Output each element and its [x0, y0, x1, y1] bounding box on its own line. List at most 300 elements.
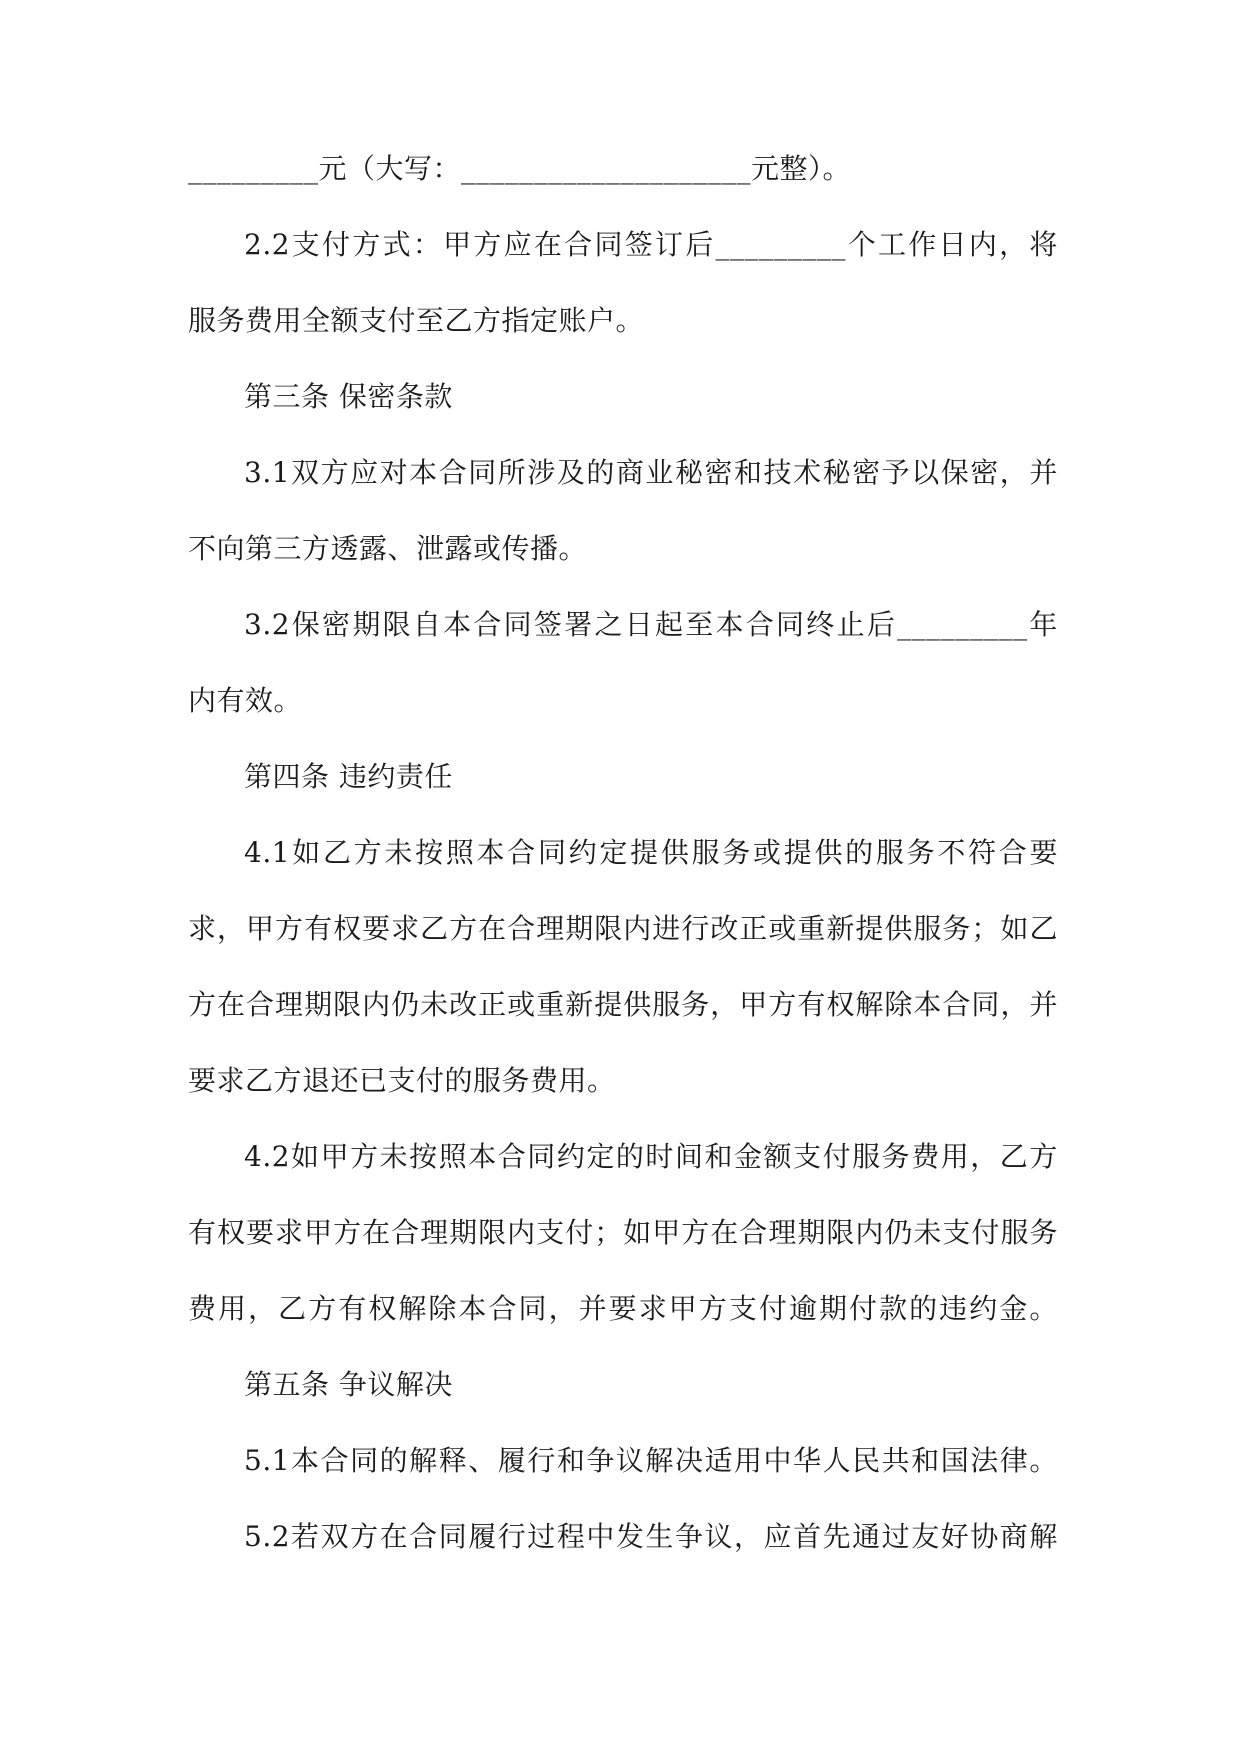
- text-glyph: 内: [623, 912, 652, 945]
- text-glyph: 同: [776, 608, 805, 641]
- text-glyph: 合: [320, 1444, 350, 1477]
- text-line: [188, 1286, 1058, 1362]
- text-glyph: 付: [565, 1216, 594, 1249]
- text-glyph: 3.2: [244, 608, 291, 641]
- text-glyph: 好: [940, 1520, 970, 1553]
- text-glyph: 支: [291, 228, 321, 261]
- text-glyph: 方: [681, 1216, 710, 1249]
- text-glyph: 本: [913, 988, 942, 1021]
- text-glyph: 正: [739, 912, 768, 945]
- text-glyph: 在: [217, 988, 246, 1021]
- text-glyph: 提: [855, 912, 884, 945]
- text-glyph: 解: [645, 1444, 674, 1477]
- text-glyph: 新: [826, 912, 855, 945]
- text-glyph: 本: [291, 1444, 320, 1477]
- text-glyph: 双: [291, 456, 320, 489]
- text-glyph: 方: [1029, 1140, 1058, 1173]
- text-glyph: 未: [420, 988, 449, 1021]
- text-glyph: 日: [624, 608, 654, 641]
- text-glyph: 付: [758, 1292, 788, 1325]
- text-glyph: 在: [362, 1216, 391, 1249]
- text-glyph: 方: [350, 1140, 379, 1173]
- text-glyph: 本: [715, 608, 745, 641]
- text-glyph: 合: [497, 1140, 527, 1173]
- text-glyph: 在: [710, 1216, 739, 1249]
- text-glyph: 支: [793, 1140, 822, 1173]
- text-glyph: _________: [897, 608, 1028, 641]
- text-line: [188, 222, 1058, 298]
- text-glyph: 4.2: [244, 1140, 291, 1173]
- text-glyph: 合: [942, 988, 971, 1021]
- text-glyph: 行: [681, 912, 710, 945]
- text-glyph: 同: [518, 1292, 548, 1325]
- text-glyph: 2.2: [244, 228, 291, 261]
- text-glyph: 合: [246, 988, 275, 1021]
- text-glyph: 同: [537, 836, 567, 869]
- text-glyph: 本: [443, 608, 472, 641]
- text-line: [188, 1514, 1058, 1590]
- text-glyph: 服: [913, 912, 942, 945]
- text-glyph: 作: [908, 228, 937, 261]
- text-glyph: 照: [445, 836, 475, 869]
- text-glyph: 供: [623, 988, 652, 1021]
- text-glyph: 理: [536, 912, 565, 945]
- text-glyph: 合: [438, 456, 468, 489]
- text-glyph: 期: [565, 912, 594, 945]
- text-glyph: 支: [728, 1292, 758, 1325]
- text-glyph: 在: [478, 912, 507, 945]
- text-line: 要求乙方退还已支付的服务费用。: [188, 1064, 616, 1097]
- text-glyph: 先: [822, 1520, 852, 1553]
- text-glyph: ，: [710, 988, 739, 1021]
- text-glyph: 乙: [420, 912, 449, 945]
- text-glyph: 方: [320, 456, 350, 489]
- text-glyph: 本: [458, 1292, 487, 1325]
- text-glyph: ：: [412, 228, 442, 261]
- text-glyph: 间: [674, 1140, 704, 1173]
- text-glyph: 服: [652, 988, 681, 1021]
- text-glyph: 务: [881, 1140, 911, 1173]
- text-line: [188, 982, 1058, 1058]
- text-glyph: 进: [652, 912, 681, 945]
- text-glyph: 或: [507, 988, 536, 1021]
- text-glyph: 的: [615, 1140, 645, 1173]
- text-glyph: 务: [681, 988, 710, 1021]
- text-glyph: 或: [753, 836, 782, 869]
- text-glyph: 新: [565, 988, 594, 1021]
- text-glyph: 甲: [739, 988, 768, 1021]
- text-glyph: 。: [1029, 1292, 1058, 1325]
- text-glyph: ；: [594, 1216, 623, 1249]
- text-glyph: 5.1: [244, 1444, 291, 1477]
- text-glyph: 限: [478, 1216, 507, 1249]
- text-glyph: 内: [855, 1216, 884, 1249]
- text-glyph: 解: [855, 988, 884, 1021]
- text-glyph: 如: [291, 1140, 320, 1173]
- text-glyph: 议: [704, 1520, 733, 1553]
- text-glyph: 服: [852, 1140, 881, 1173]
- text-glyph: ，: [970, 1140, 999, 1173]
- text-glyph: 提: [783, 836, 813, 869]
- text-glyph: 保: [940, 456, 970, 489]
- text-glyph: 予: [881, 456, 911, 489]
- text-glyph: 订: [654, 228, 684, 261]
- text-glyph: 供: [884, 912, 913, 945]
- text-glyph: 照: [438, 1140, 468, 1173]
- text-glyph: 友: [911, 1520, 940, 1553]
- text-glyph: 费: [911, 1140, 940, 1173]
- text-glyph: 业: [645, 456, 674, 489]
- text-glyph: 权: [368, 1292, 397, 1325]
- text-glyph: 争: [674, 1520, 704, 1553]
- text-line: [188, 1134, 1058, 1210]
- text-glyph: 供: [814, 836, 843, 869]
- text-glyph: 之: [594, 608, 623, 641]
- text-glyph: 解: [409, 1444, 438, 1477]
- text-glyph: 的: [845, 836, 874, 869]
- text-glyph: ，: [548, 1292, 578, 1325]
- text-glyph: 同: [527, 1140, 556, 1173]
- text-glyph: 4.1: [244, 836, 291, 869]
- text-glyph: 方: [275, 912, 304, 945]
- text-glyph: 有: [188, 1216, 217, 1249]
- text-glyph: 服: [1000, 1216, 1029, 1249]
- text-glyph: 终: [806, 608, 835, 641]
- text-glyph: 秘: [674, 456, 704, 489]
- text-glyph: 履: [497, 1444, 527, 1477]
- text-glyph: 3.1: [244, 456, 291, 489]
- text-glyph: 争: [586, 1444, 615, 1477]
- text-glyph: 签: [624, 228, 654, 261]
- text-glyph: 务: [906, 836, 936, 869]
- text-glyph: 。: [1029, 1444, 1058, 1477]
- text-glyph: 方: [768, 988, 797, 1021]
- text-glyph: 中: [763, 1444, 793, 1477]
- text-glyph: 服: [691, 836, 721, 869]
- text-glyph: 未: [379, 1140, 409, 1173]
- text-glyph: 本: [409, 456, 438, 489]
- text-glyph: 律: [999, 1444, 1029, 1477]
- text-glyph: _________: [715, 228, 846, 261]
- text-glyph: 同: [971, 988, 1000, 1021]
- text-glyph: 付: [849, 1292, 878, 1325]
- text-glyph: ，: [248, 1292, 277, 1325]
- text-glyph: 款: [879, 1292, 908, 1325]
- text-glyph: 改: [710, 912, 739, 945]
- text-glyph: ，: [999, 456, 1029, 489]
- text-glyph: 期: [304, 988, 333, 1021]
- text-glyph: 将: [1029, 228, 1058, 261]
- text-glyph: 密: [970, 456, 999, 489]
- text-glyph: 程: [556, 1520, 586, 1553]
- text-glyph: 或: [768, 912, 797, 945]
- text-glyph: 务: [942, 912, 971, 945]
- text-glyph: 通: [852, 1520, 881, 1553]
- text-glyph: 方: [188, 988, 217, 1021]
- text-glyph: 决: [674, 1444, 704, 1477]
- text-glyph: 如: [623, 1216, 652, 1249]
- text-glyph: 用: [734, 1444, 763, 1477]
- text-glyph: 过: [527, 1520, 556, 1553]
- text-glyph: 密: [322, 608, 351, 641]
- text-glyph: 同: [438, 1520, 468, 1553]
- text-glyph: 用: [940, 1140, 970, 1173]
- text-glyph: 所: [497, 456, 527, 489]
- text-line: 内有效。: [188, 684, 303, 717]
- text-glyph: 务: [1029, 1216, 1058, 1249]
- text-glyph: 内: [968, 228, 998, 261]
- text-glyph: 同: [594, 228, 623, 261]
- text-glyph: 要: [362, 912, 391, 945]
- text-glyph: 署: [564, 608, 593, 641]
- text-glyph: 方: [473, 228, 502, 261]
- text-glyph: 履: [468, 1520, 497, 1553]
- text-line: [188, 906, 1058, 982]
- text-glyph: 付: [322, 228, 351, 261]
- text-glyph: 行: [497, 1520, 527, 1553]
- text-glyph: 定: [599, 836, 628, 869]
- text-glyph: 秘: [822, 456, 852, 489]
- text-glyph: 个: [847, 228, 877, 261]
- text-glyph: 本: [476, 836, 506, 869]
- text-line: 不向第三方透露、泄露或传播。: [188, 532, 588, 565]
- text-glyph: 方: [353, 836, 383, 869]
- text-glyph: 和: [704, 1140, 733, 1173]
- text-glyph: 方: [449, 912, 478, 945]
- text-glyph: 定: [586, 1140, 615, 1173]
- text-glyph: 应: [503, 228, 533, 261]
- text-glyph: 理: [420, 1216, 449, 1249]
- text-glyph: 重: [797, 912, 826, 945]
- text-glyph: 甲: [668, 1292, 698, 1325]
- text-glyph: 发: [615, 1520, 645, 1553]
- text-glyph: 民: [852, 1444, 881, 1477]
- text-glyph: 同: [503, 608, 533, 641]
- contract-text: [188, 146, 1058, 1590]
- text-glyph: 供: [660, 836, 690, 869]
- text-glyph: 若: [291, 1520, 320, 1553]
- text-glyph: 金: [734, 1140, 763, 1173]
- text-glyph: 权: [826, 988, 855, 1021]
- text-glyph: ，: [217, 912, 246, 945]
- text-glyph: 合: [564, 228, 593, 261]
- text-glyph: ，: [734, 1520, 763, 1553]
- text-glyph: 限: [333, 988, 362, 1021]
- text-glyph: 期: [449, 1216, 478, 1249]
- text-glyph: ；: [971, 912, 1000, 945]
- text-glyph: 求: [391, 912, 420, 945]
- text-glyph: 同: [350, 1444, 379, 1477]
- text-glyph: 权: [333, 912, 362, 945]
- text-glyph: 术: [793, 456, 822, 489]
- text-glyph: 商: [615, 456, 645, 489]
- text-glyph: 甲: [652, 1216, 681, 1249]
- text-glyph: 协: [970, 1520, 999, 1553]
- text-glyph: 密: [704, 456, 733, 489]
- text-glyph: 有: [797, 988, 826, 1021]
- text-glyph: 务: [722, 836, 751, 869]
- text-glyph: 权: [217, 1216, 246, 1249]
- text-glyph: 正: [478, 988, 507, 1021]
- text-glyph: 有: [304, 912, 333, 945]
- text-line: [188, 602, 1058, 678]
- text-glyph: 保: [291, 608, 321, 641]
- text-glyph: 约: [556, 1140, 586, 1173]
- text-glyph: 和: [556, 1444, 586, 1477]
- text-glyph: 违: [939, 1292, 968, 1325]
- text-glyph: 式: [382, 228, 412, 261]
- text-glyph: 和: [734, 456, 763, 489]
- text-glyph: 并: [1029, 456, 1058, 489]
- text-glyph: 理: [275, 988, 304, 1021]
- text-glyph: 除: [884, 988, 913, 1021]
- text-line: [188, 830, 1058, 906]
- text-glyph: 密: [852, 456, 881, 489]
- text-glyph: 有: [338, 1292, 367, 1325]
- text-glyph: 应: [763, 1520, 793, 1553]
- text-line: 第四条 违约责任: [244, 760, 453, 793]
- text-glyph: 合: [507, 836, 536, 869]
- text-glyph: 技: [763, 456, 793, 489]
- text-glyph: 理: [768, 1216, 797, 1249]
- text-glyph: 后: [866, 608, 896, 641]
- text-glyph: 应: [350, 456, 379, 489]
- text-glyph: 甲: [320, 1140, 350, 1173]
- text-glyph: 对: [379, 456, 409, 489]
- text-glyph: 求: [275, 1216, 304, 1249]
- text-glyph: 甲: [246, 912, 275, 945]
- text-glyph: 约: [568, 836, 598, 869]
- text-glyph: 生: [645, 1520, 674, 1553]
- text-glyph: ，: [999, 228, 1028, 261]
- text-glyph: 仍: [884, 1216, 913, 1249]
- text-glyph: 及: [556, 456, 586, 489]
- text-glyph: 求: [638, 1292, 668, 1325]
- text-glyph: 在: [533, 228, 563, 261]
- text-glyph: 解: [1029, 1520, 1058, 1553]
- text-glyph: 方: [350, 1520, 379, 1553]
- text-glyph: 仍: [391, 988, 420, 1021]
- text-glyph: 乙: [322, 836, 352, 869]
- text-line: [188, 1210, 1058, 1286]
- text-glyph: 方: [698, 1292, 728, 1325]
- text-glyph: 约: [969, 1292, 998, 1325]
- text-glyph: 方: [308, 1292, 337, 1325]
- text-glyph: 过: [881, 1520, 911, 1553]
- text-glyph: 的: [586, 456, 615, 489]
- text-glyph: 不: [937, 836, 966, 869]
- text-glyph: 重: [536, 988, 565, 1021]
- text-line: 第三条 保密条款: [244, 380, 453, 413]
- text-glyph: 、: [468, 1444, 497, 1477]
- text-glyph: 华: [793, 1444, 822, 1477]
- text-glyph: 乙: [278, 1292, 307, 1325]
- text-glyph: 金: [999, 1292, 1028, 1325]
- text-glyph: 中: [586, 1520, 615, 1553]
- text-line: 服务费用全额支付至乙方指定账户。: [188, 304, 645, 337]
- text-glyph: 要: [608, 1292, 638, 1325]
- text-glyph: 用: [218, 1292, 247, 1325]
- text-glyph: 乙: [999, 1140, 1029, 1173]
- text-glyph: 人: [822, 1444, 852, 1477]
- text-glyph: 改: [449, 988, 478, 1021]
- text-glyph: 合: [409, 1520, 438, 1553]
- text-glyph: 甲: [443, 228, 472, 261]
- text-glyph: 如: [1000, 912, 1029, 945]
- text-glyph: 5.2: [244, 1520, 291, 1553]
- text-glyph: 未: [384, 836, 413, 869]
- text-glyph: 合: [739, 1216, 768, 1249]
- text-glyph: 签: [533, 608, 563, 641]
- text-glyph: 商: [999, 1520, 1029, 1553]
- text-glyph: 双: [320, 1520, 350, 1553]
- text-glyph: 同: [468, 456, 497, 489]
- text-glyph: 费: [188, 1292, 217, 1325]
- text-glyph: 合: [507, 912, 536, 945]
- text-glyph: 后: [685, 228, 714, 261]
- text-glyph: 除: [428, 1292, 457, 1325]
- text-glyph: 行: [527, 1444, 556, 1477]
- text-glyph: 限: [826, 1216, 855, 1249]
- text-glyph: 释: [438, 1444, 468, 1477]
- text-glyph: 合: [473, 608, 502, 641]
- text-glyph: 合: [488, 1292, 517, 1325]
- text-glyph: ，: [1000, 988, 1029, 1021]
- text-glyph: 方: [352, 228, 381, 261]
- text-glyph: 期: [818, 1292, 848, 1325]
- text-glyph: 逾: [788, 1292, 818, 1325]
- text-glyph: 的: [909, 1292, 938, 1325]
- text-glyph: 起: [654, 608, 684, 641]
- text-glyph: 并: [1029, 988, 1058, 1021]
- text-glyph: 支: [536, 1216, 565, 1249]
- text-glyph: 按: [409, 1140, 438, 1173]
- text-glyph: 并: [578, 1292, 608, 1325]
- text-glyph: 内: [507, 1216, 536, 1249]
- text-glyph: 合: [998, 836, 1028, 869]
- text-glyph: 按: [415, 836, 444, 869]
- text-glyph: 的: [379, 1444, 409, 1477]
- text-glyph: 首: [793, 1520, 822, 1553]
- text-glyph: 付: [971, 1216, 1000, 1249]
- text-glyph: 共: [881, 1444, 911, 1477]
- text-glyph: 内: [362, 988, 391, 1021]
- text-line: [188, 1438, 1058, 1514]
- text-glyph: 如: [292, 836, 321, 869]
- text-line: _________元（大写：____________________元整）。: [188, 152, 852, 185]
- text-glyph: 涉: [527, 456, 556, 489]
- text-glyph: 以: [911, 456, 940, 489]
- text-glyph: 服: [875, 836, 905, 869]
- text-glyph: 方: [333, 1216, 362, 1249]
- text-glyph: 求: [188, 912, 217, 945]
- text-glyph: 法: [970, 1444, 999, 1477]
- text-line: [188, 450, 1058, 526]
- text-glyph: 至: [685, 608, 714, 641]
- text-glyph: 期: [352, 608, 381, 641]
- text-glyph: 工: [878, 228, 907, 261]
- text-glyph: 额: [763, 1140, 793, 1173]
- text-glyph: 要: [246, 1216, 275, 1249]
- text-glyph: 限: [594, 912, 623, 945]
- text-glyph: 要: [1029, 836, 1058, 869]
- text-glyph: 甲: [304, 1216, 333, 1249]
- text-glyph: 本: [468, 1140, 497, 1173]
- text-glyph: 限: [382, 608, 412, 641]
- text-glyph: 支: [942, 1216, 971, 1249]
- text-glyph: 议: [615, 1444, 645, 1477]
- text-line: 第五条 争议解决: [244, 1368, 453, 1401]
